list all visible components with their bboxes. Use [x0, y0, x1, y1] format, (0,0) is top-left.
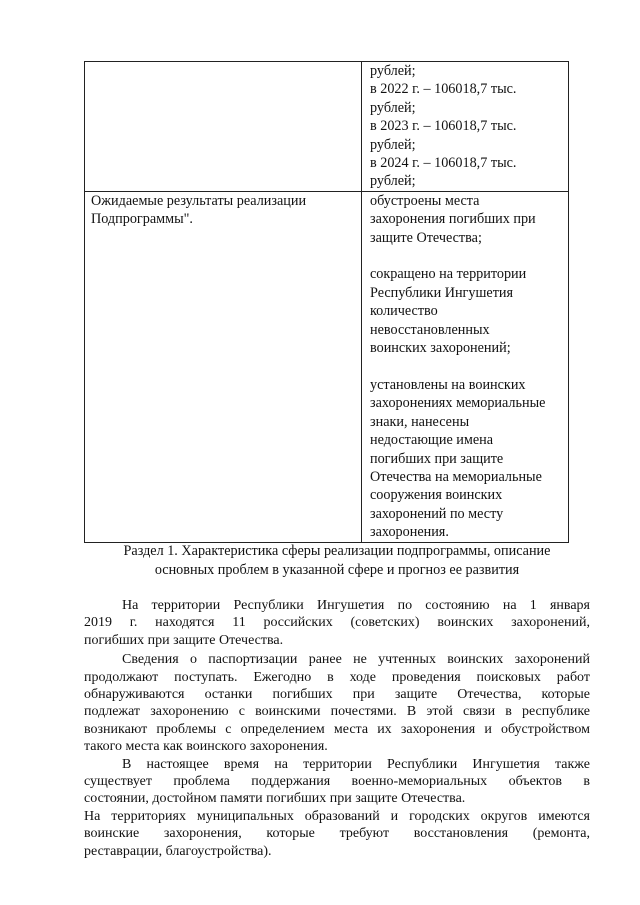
result-line: захоронения погибших при: [370, 211, 536, 228]
text-line: обнаруживаются останки погибших при защите Отечества, которые: [84, 687, 590, 703]
text-line: На территории Республики Ингушетия по состоянию на 1 января: [122, 598, 590, 613]
text-line: В настоящее время на территории Республики Ингушетия также: [122, 756, 590, 772]
table-row-expected-results: [85, 191, 569, 542]
funding-line: рублей;: [370, 63, 416, 79]
table-cell-funding-values: [362, 62, 569, 192]
result-line: знаки, нанесены: [370, 413, 470, 430]
table-cell-results-values: [362, 191, 569, 542]
text-line: продолжают поступать. Ежегодно в ходе проведения поисковых работ: [84, 669, 590, 685]
text-line: такого места как воинского захоронения.: [84, 739, 328, 755]
results-label-line: Подпрограммы".: [91, 211, 193, 228]
result-line: захоронениях мемориальные: [370, 395, 546, 412]
result-line: захоронения.: [370, 524, 449, 541]
text-line: существует проблема поддержания военно-мемориальных объектов в: [84, 774, 590, 790]
text-line: возникают проблемы с определением места их захоронения и обустройством: [84, 721, 590, 737]
text-line: реставрации, благоустройства).: [84, 843, 272, 859]
section-body: [84, 597, 590, 860]
blank-line: [370, 247, 562, 265]
funding-line: в 2023 г. – 106018,7 тыс.: [370, 118, 517, 135]
result-line: воинских захоронений;: [370, 340, 511, 357]
funding-line: в 2024 г. – 106018,7 тыс.: [370, 155, 517, 172]
result-line: обустроены места: [370, 192, 480, 209]
result-line: сокращено на территории: [370, 266, 527, 283]
text-line: состоянии, достойном памяти погибших при защите Отечества.: [84, 791, 466, 807]
section-heading-line: основных проблем в указанной сфере и прогноз ее развития: [154, 561, 520, 578]
result-line: погибших при защите: [370, 450, 504, 467]
funding-line: в 2022 г. – 106018,7 тыс.: [370, 81, 517, 98]
blank-line: [370, 357, 562, 375]
result-line: сооружения воинских: [370, 487, 503, 504]
table-row-funding: [85, 62, 569, 192]
paragraph-2: [84, 651, 590, 755]
result-line: Республики Ингушетия: [370, 284, 514, 301]
result-line: Отечества на мемориальные: [370, 468, 542, 485]
text-line: 2019 г. находятся 11 российских (советских) воинских захоронений,: [84, 615, 590, 631]
funding-line: рублей;: [370, 173, 416, 190]
result-line: защите Отечества;: [370, 229, 482, 246]
result-line: невосстановленных: [370, 321, 490, 338]
section-heading-line: Раздел 1. Характеристика сферы реализации подпрограммы, описание: [123, 543, 551, 559]
funding-line: рублей;: [370, 136, 416, 153]
results-label-line: Ожидаемые результаты реализации: [91, 192, 307, 209]
funding-line: рублей;: [370, 99, 416, 116]
section-heading: [84, 542, 590, 579]
text-line: На территориях муниципальных образований и городских округов имеются: [84, 808, 590, 824]
passport-table: [84, 61, 569, 543]
table-cell-results-label: [85, 191, 362, 542]
result-line: установлены на воинских: [370, 376, 526, 393]
text-line: погибших при защите Отечества.: [84, 632, 284, 648]
result-line: количество: [370, 303, 438, 320]
result-line: захоронений по месту: [370, 505, 504, 522]
table-cell-empty: [85, 62, 362, 192]
text-line: Сведения о паспортизации ранее не учтенных воинских захоронений: [122, 652, 590, 668]
paragraph-3: [84, 756, 590, 808]
paragraph-1: [84, 597, 590, 649]
paragraph-4: [84, 808, 590, 860]
text-line: подлежат захоронению с воинскими почестями. В этой связи в республике: [84, 704, 590, 720]
text-line: воинские захоронения, которые требуют восстановления (ремонта,: [84, 826, 590, 842]
result-line: недостающие имена: [370, 432, 494, 449]
